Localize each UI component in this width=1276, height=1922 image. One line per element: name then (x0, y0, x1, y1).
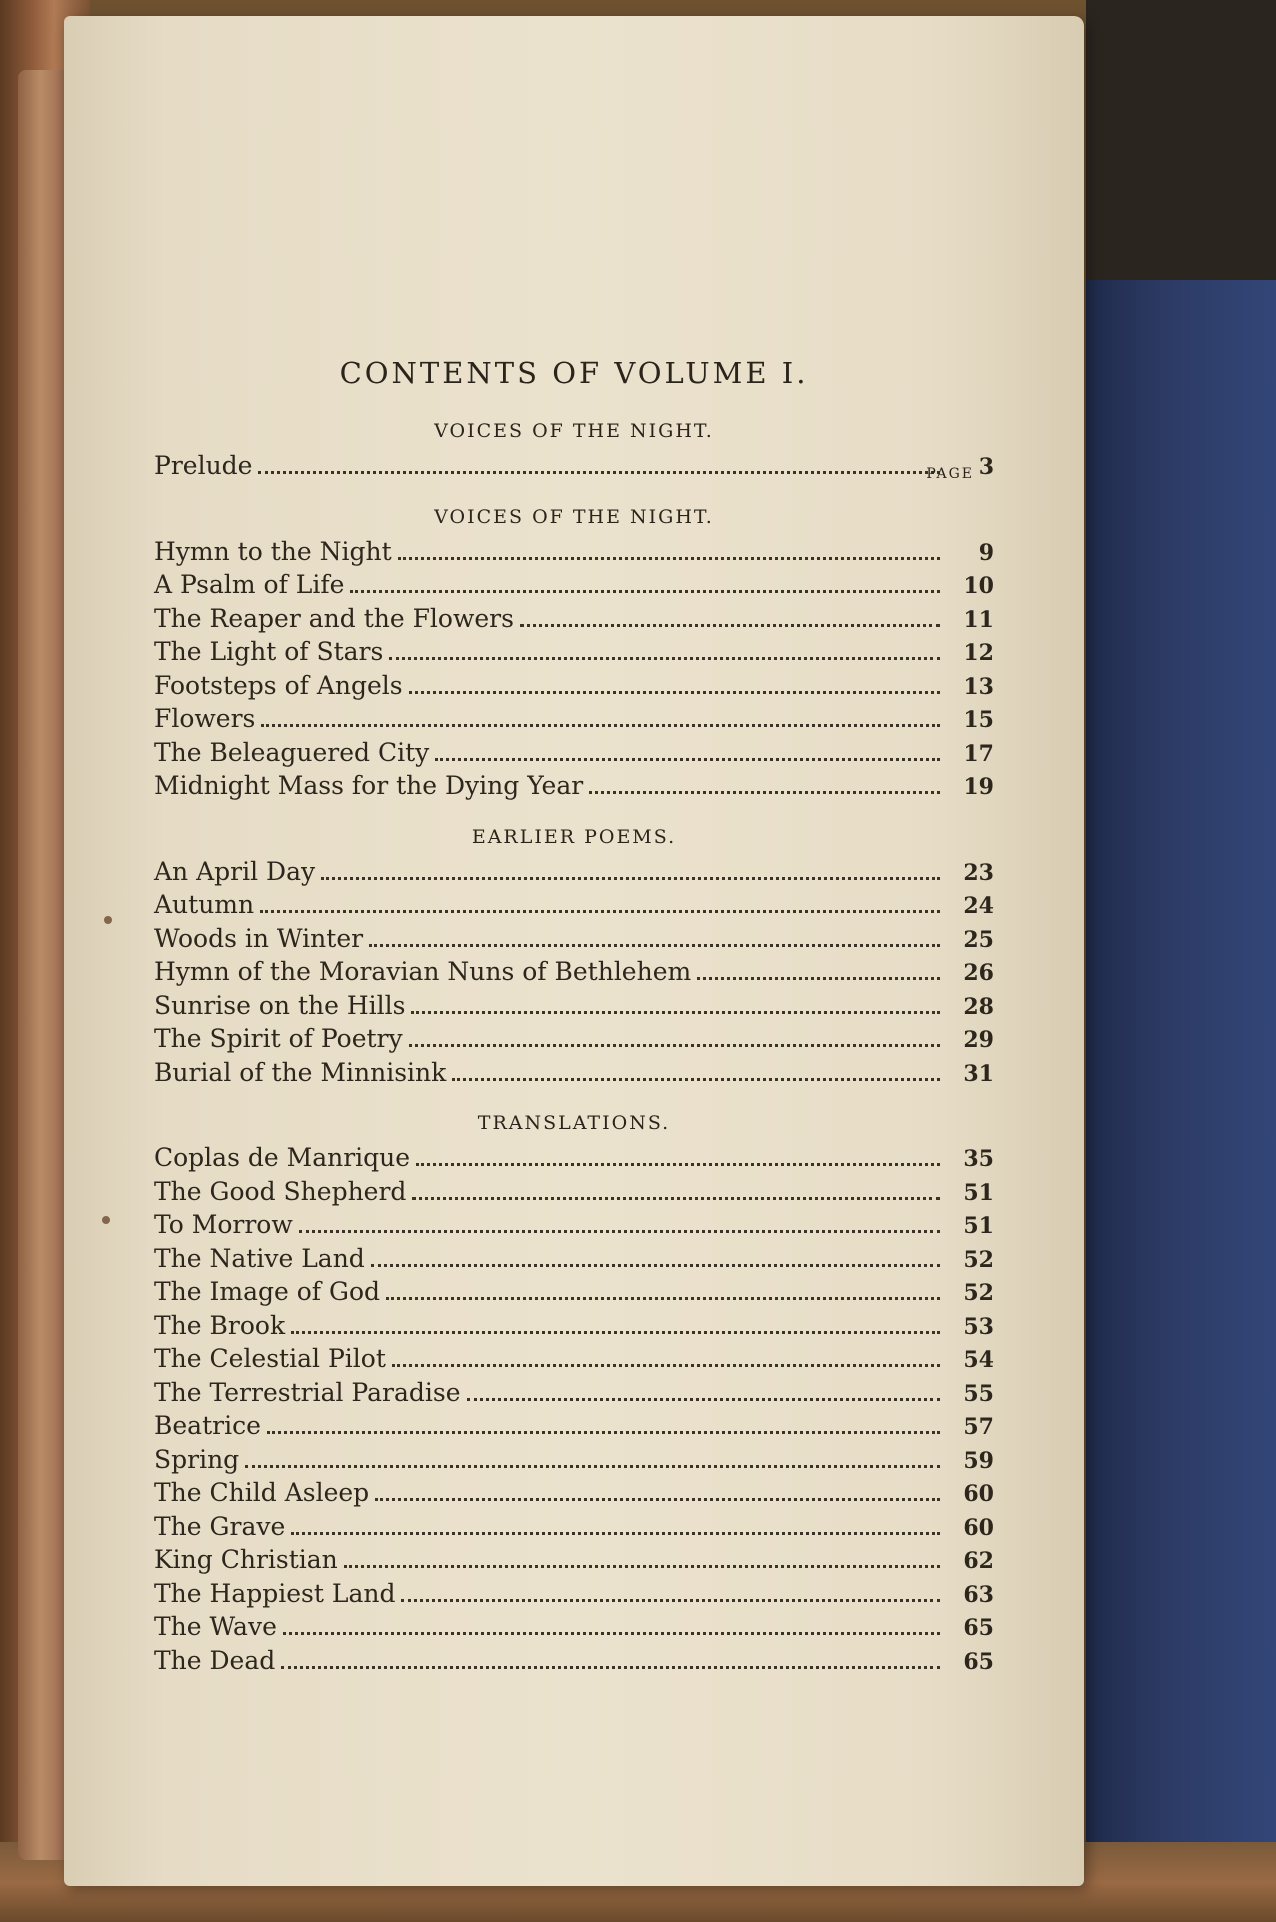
entry-title: The Reaper and the Flowers (154, 603, 514, 633)
contents-entry (154, 990, 994, 1024)
dot-leader (321, 877, 940, 880)
dot-leader (245, 1465, 940, 1468)
dot-leader (697, 977, 940, 980)
dot-leader (409, 1044, 940, 1047)
contents-entry (154, 1444, 994, 1478)
entry-page-number: 26 (963, 960, 994, 986)
dot-leader (261, 724, 940, 727)
entry-page-number: 10 (963, 573, 994, 599)
entry-page-number: 59 (963, 1447, 994, 1474)
entry-title: The Brook (154, 1310, 286, 1340)
dot-leader (386, 1297, 940, 1300)
dot-leader (369, 944, 940, 947)
entry-title: An April Day (154, 856, 316, 886)
entry-page-number: 57 (963, 1414, 994, 1440)
entry-title: Coplas de Manrique (154, 1143, 411, 1172)
entry-page-number: 53 (963, 1313, 994, 1340)
entry-title: Prelude (154, 451, 253, 480)
contents-entry (154, 1477, 994, 1511)
dot-leader (371, 1264, 940, 1267)
entry-title: Beatrice (154, 1411, 261, 1440)
section-heading: VOICES OF THE NIGHT. (434, 505, 714, 528)
entry-title: To Morrow (154, 1210, 293, 1239)
dot-leader (416, 1163, 940, 1166)
dot-leader (350, 590, 940, 593)
dot-leader (291, 1532, 940, 1535)
entry-page-number: 35 (963, 1146, 994, 1172)
dot-leader (401, 1599, 940, 1602)
entry-title: The Dead (154, 1645, 276, 1675)
entry-title: Hymn to the Night (154, 536, 392, 566)
entry-page-number: 63 (963, 1581, 994, 1608)
contents-entry (154, 956, 994, 990)
contents-entry (154, 889, 994, 923)
contents-entry (154, 1410, 994, 1444)
background-dark (1086, 0, 1276, 300)
entry-page-number: 55 (963, 1380, 994, 1407)
contents-entry (154, 1544, 994, 1578)
contents-entry (154, 1578, 994, 1612)
contents-entry (154, 770, 994, 804)
entry-page-number: 24 (963, 893, 994, 919)
dot-leader (411, 1011, 940, 1014)
entry-page-number: 25 (963, 926, 994, 953)
entry-title: The Happiest Land (154, 1578, 396, 1608)
entry-page-number: 29 (963, 1027, 994, 1053)
page-stain (102, 1216, 110, 1224)
entry-title: Hymn of the Moravian Nuns of Bethlehem (154, 957, 692, 986)
entry-page-number: 28 (963, 993, 994, 1020)
contents-entry (154, 1645, 994, 1679)
entry-title: The Good Shepherd (154, 1176, 407, 1206)
entry-title: The Light of Stars (154, 637, 384, 666)
entry-title: The Child Asleep (154, 1478, 370, 1507)
entry-title: Burial of the Minnisink (154, 1057, 447, 1087)
contents-entry (154, 670, 994, 704)
dot-leader (467, 1398, 941, 1401)
page-title: CONTENTS OF VOLUME I. (339, 356, 809, 390)
entry-page-number: 62 (963, 1548, 994, 1574)
dot-leader (283, 1632, 940, 1635)
dot-leader (344, 1565, 940, 1568)
entry-title: A Psalm of Life (154, 570, 345, 599)
contents-entry (154, 1310, 994, 1344)
contents-entry (154, 1611, 994, 1645)
contents-entry (154, 1511, 994, 1545)
entry-title: King Christian (154, 1545, 338, 1574)
dot-leader (392, 1364, 940, 1367)
dot-leader (435, 758, 940, 761)
dot-leader (260, 910, 940, 913)
entry-title: The Beleaguered City (154, 737, 430, 767)
entry-page-number: 65 (963, 1615, 994, 1641)
contents-block (154, 356, 994, 1700)
contents-entry (154, 636, 994, 670)
dot-leader (412, 1197, 940, 1200)
contents-entry (154, 569, 994, 603)
section-heading: TRANSLATIONS. (477, 1112, 671, 1134)
background-blue-cover (1086, 280, 1276, 1922)
entry-page-number: 15 (963, 707, 994, 733)
contents-section (154, 506, 994, 804)
entry-title: The Celestial Pilot (154, 1344, 386, 1373)
contents-entry (154, 1023, 994, 1057)
contents-entry (154, 536, 994, 570)
contents-entry (154, 1243, 994, 1277)
dot-leader (299, 1230, 940, 1233)
entry-page-number: 54 (963, 1347, 994, 1373)
entry-page-number: 31 (963, 1060, 994, 1087)
entry-title: The Image of God (154, 1277, 381, 1306)
contents-entry (154, 1176, 994, 1210)
entry-title: The Grave (154, 1511, 286, 1541)
entry-page-number: 19 (963, 774, 994, 800)
contents-entry (154, 1343, 994, 1377)
entry-page-number: 52 (963, 1246, 994, 1273)
contents-entry (154, 1057, 994, 1091)
dot-leader (267, 1431, 940, 1434)
contents-entry (154, 450, 994, 484)
entry-page-number: 13 (963, 673, 994, 700)
entry-page-number: 11 (963, 606, 994, 633)
entry-title: Sunrise on the Hills (154, 990, 406, 1020)
dot-leader (452, 1078, 940, 1081)
contents-entry (154, 703, 994, 737)
contents-section (154, 420, 994, 484)
entry-page-number: 60 (963, 1481, 994, 1507)
entry-page-number: 60 (963, 1514, 994, 1541)
contents-entry (154, 1142, 994, 1176)
contents-entry (154, 1209, 994, 1243)
entry-page-number: 17 (963, 740, 994, 767)
dot-leader (281, 1666, 940, 1669)
entry-page-number: 12 (963, 640, 994, 666)
contents-entry (154, 856, 994, 890)
entry-page-number: 52 (963, 1280, 994, 1306)
contents-sections (154, 420, 994, 1678)
entry-page-number: 51 (963, 1213, 994, 1239)
dot-leader (389, 657, 940, 660)
dot-leader (409, 691, 940, 694)
entry-page-number: 23 (963, 859, 994, 886)
entry-title: The Native Land (154, 1243, 365, 1273)
contents-section (154, 1112, 994, 1678)
dot-leader (520, 624, 940, 627)
contents-entry (154, 923, 994, 957)
entry-title: Flowers (154, 704, 256, 733)
entry-title: The Terrestrial Paradise (154, 1377, 461, 1407)
section-heading: VOICES OF THE NIGHT. (434, 420, 714, 442)
entry-page-number: 51 (963, 1179, 994, 1206)
entry-page-number: 65 (963, 1648, 994, 1675)
contents-section (154, 826, 994, 1091)
dot-leader (375, 1498, 940, 1501)
dot-leader (589, 791, 940, 794)
entry-title: The Spirit of Poetry (154, 1024, 403, 1053)
entry-page-number: 3 (978, 454, 994, 480)
dot-leader (398, 557, 940, 560)
dot-leader (291, 1331, 940, 1334)
contents-entry (154, 1377, 994, 1411)
dot-leader (258, 471, 940, 474)
entry-title: Footsteps of Angels (154, 670, 403, 700)
page-column-label: PAGE (926, 466, 974, 482)
entry-title: The Wave (154, 1612, 277, 1641)
entry-title: Woods in Winter (154, 923, 364, 953)
book-page (64, 16, 1084, 1886)
entry-title: Spring (154, 1444, 240, 1474)
contents-entry (154, 1276, 994, 1310)
entry-title: Midnight Mass for the Dying Year (154, 771, 584, 800)
section-heading: EARLIER POEMS. (471, 825, 677, 848)
entry-title: Autumn (154, 890, 255, 919)
entry-page-number: 9 (978, 539, 994, 566)
contents-entry (154, 737, 994, 771)
page-stain (104, 916, 112, 924)
contents-entry (154, 603, 994, 637)
